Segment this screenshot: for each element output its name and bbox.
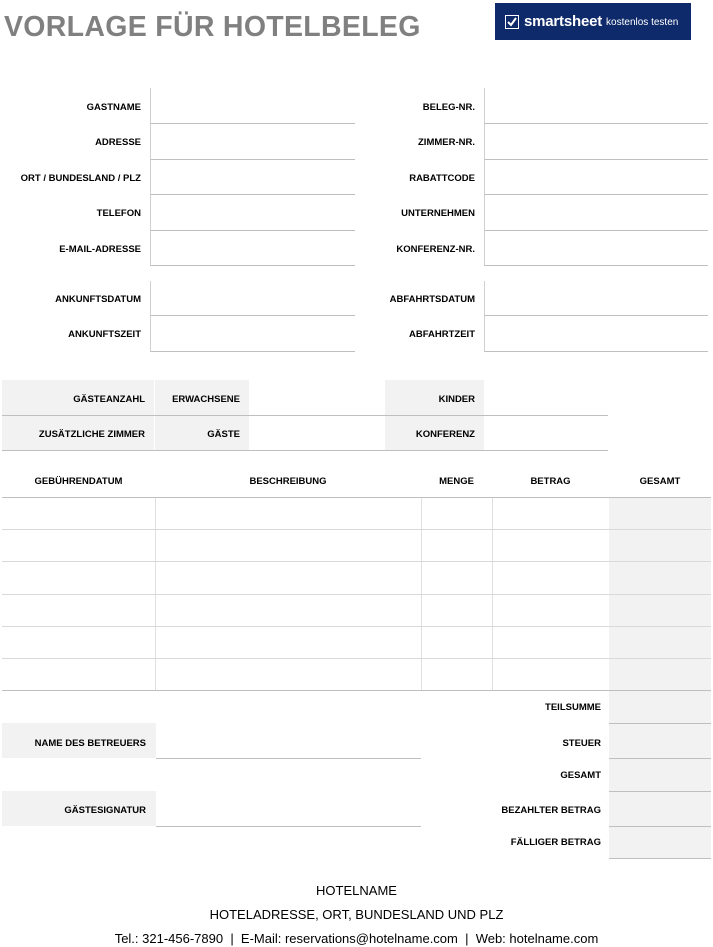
table-row[interactable] [2,562,709,594]
phone-field[interactable] [150,195,355,231]
subtotal-label: TEILSUMME [545,702,601,713]
room-number-field[interactable] [484,124,708,160]
hotel-name: HOTELNAME [316,883,397,898]
hotel-contact: Tel.: 321-456-7890 | E-Mail: reservations@hotelname.com | Web: hotelname.com [114,931,599,946]
guest-name-label: GASTNAME [86,102,141,113]
table-row-border [2,690,711,691]
smartsheet-logo-icon [505,15,519,29]
address-field[interactable] [150,124,355,160]
totals-divider [609,858,711,859]
email-field[interactable] [150,231,355,266]
attendant-name-field[interactable] [156,723,421,759]
subtotal-value[interactable] [610,692,710,723]
arrival-time-label: ANKUNFTSZEIT [68,329,141,340]
children-label: KINDER [438,394,475,405]
arrival-time-field[interactable] [150,316,355,352]
conference-label: KONFERENZ [415,429,475,440]
company-field[interactable] [484,195,708,231]
amount-paid-value[interactable] [610,792,710,826]
phone-label: TELEFON [96,208,141,219]
arrival-date-label: ANKUNFTSDATUM [55,294,141,305]
address-label: ADRESSE [95,137,141,148]
guest-name-field[interactable] [150,88,355,124]
city-state-zip-label: ORT / BUNDESLAND / PLZ [20,173,141,184]
arrival-date-field[interactable] [150,281,355,316]
grand-total-value[interactable] [610,759,710,791]
charge-date-header: GEBÜHRENDATUM [34,476,123,487]
room-number-label: ZIMMER-NR. [418,137,475,148]
conference-number-field[interactable] [484,231,708,266]
table-row[interactable] [2,498,709,529]
extra-rooms-label: ZUSÄTZLICHE ZIMMER [38,429,145,440]
table-row[interactable] [2,595,709,626]
grand-total-label: GESAMT [560,770,601,781]
company-label: UNTERNEHMEN [401,208,475,219]
guests-label: GÄSTE [207,429,240,440]
city-state-zip-field[interactable] [150,160,355,195]
attendant-name-label: NAME DES BETREUERS [34,738,146,749]
tax-value[interactable] [610,724,710,758]
total-header: GESAMT [639,476,681,487]
guest-signature-label: GÄSTESIGNATUR [64,805,146,816]
page-title: VORLAGE FÜR HOTELBELEG [4,11,421,43]
departure-time-label: ABFAHRTZEIT [409,329,475,340]
departure-time-field[interactable] [484,316,708,352]
conference-field[interactable] [485,416,608,450]
amount-due-label: FÄLLIGER BETRAG [510,837,601,848]
table-row[interactable] [2,627,709,658]
receipt-number-label: BELEG-NR. [422,102,475,113]
discount-code-field[interactable] [484,160,708,195]
email-label: E-MAIL-ADRESSE [59,244,141,255]
conference-number-label: KONFERENZ-NR. [396,244,475,255]
receipt-number-field[interactable] [484,88,708,124]
guests-field[interactable] [250,416,385,450]
description-header: BESCHREIBUNG [249,476,327,487]
hotel-address: HOTELADRESSE, ORT, BUNDESLAND UND PLZ [209,907,504,922]
guest-count-label: GÄSTEANZAHL [73,394,145,405]
children-field[interactable] [485,380,608,415]
trial-label: kostenlos testen [606,17,679,28]
table-row[interactable] [2,659,709,690]
smartsheet-trial-button[interactable] [495,3,691,40]
departure-date-field[interactable] [484,281,708,316]
amount-paid-label: BEZAHLTER BETRAG [501,805,601,816]
counts-bottom-border [2,450,608,451]
guest-signature-field[interactable] [156,791,421,827]
tax-label: STEUER [562,738,601,749]
brand-name: smartsheet [524,13,603,30]
adults-label: ERWACHSENE [172,394,240,405]
adults-field[interactable] [250,380,385,415]
departure-date-label: ABFAHRTSDATUM [389,294,475,305]
amount-header: BETRAG [530,476,571,487]
table-row[interactable] [2,530,709,561]
amount-due-value[interactable] [610,827,710,858]
quantity-header: MENGE [439,476,474,487]
discount-code-label: RABATTCODE [409,173,475,184]
